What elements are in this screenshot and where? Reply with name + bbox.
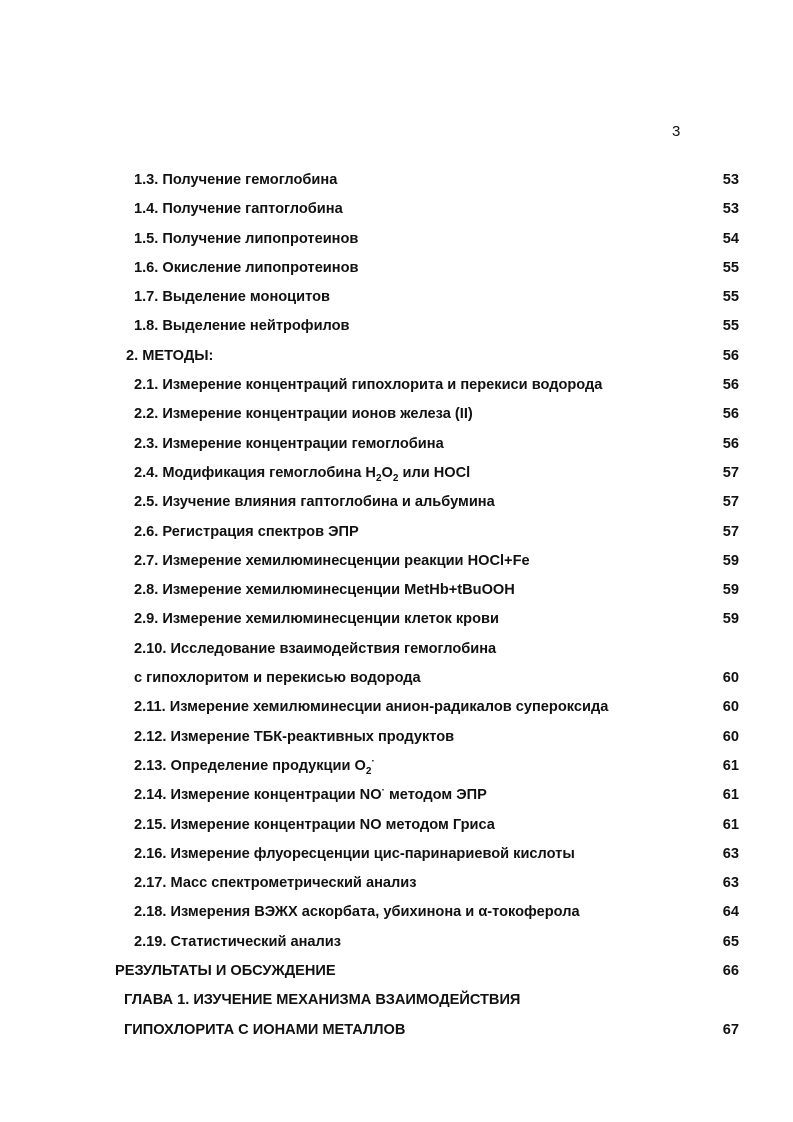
- toc-entry: [0, 752, 793, 781]
- toc-entry-title: 2.16. Измерение флуоресценции цис-паринариевой кислоты: [134, 845, 575, 862]
- toc-entry-page: 56: [722, 377, 739, 394]
- toc-entry: [0, 840, 793, 869]
- title-text: 2.14. Измерение концентрации NO: [134, 787, 382, 804]
- toc-entry: [0, 166, 793, 195]
- toc-entry-title: 1.4. Получение гаптоглобина: [134, 201, 343, 218]
- toc-entry-title: 2.12. Измерение ТБК-реактивных продуктов: [134, 728, 455, 745]
- toc-entry: [0, 869, 793, 898]
- toc-entry: [0, 312, 793, 341]
- toc-entry-title: 2.7. Измерение хемилюминесценции реакции HOCl+Fe: [134, 552, 530, 569]
- toc-entry-title: 2.6. Регистрация спектров ЭПР: [134, 523, 359, 540]
- toc-entry-title: 2.1. Измерение концентраций гипохлорита и перекиси водорода: [134, 377, 603, 394]
- toc-entry-page: 54: [722, 230, 739, 247]
- toc-entry-title: 2.9. Измерение хемилюминесценции клеток крови: [134, 611, 499, 628]
- toc-entry-page: 61: [722, 816, 739, 833]
- toc-entry-page: 57: [722, 494, 739, 511]
- toc-entry-title: 2.18. Измерения ВЭЖХ аскорбата, убихинона и α-токоферола: [134, 904, 580, 921]
- toc-entry-title: 2. МЕТОДЫ:: [126, 347, 214, 364]
- toc-entry: [0, 605, 793, 634]
- toc-section-heading: [0, 342, 793, 371]
- toc-entry-title: 2.15. Измерение концентрации NO методом Гриса: [134, 816, 495, 833]
- toc-entry-title: [134, 459, 470, 488]
- toc-entry-page: 56: [722, 406, 739, 423]
- toc-entry-page: 65: [722, 933, 739, 950]
- toc-entry: [0, 898, 793, 927]
- title-text: методом ЭПР: [384, 787, 487, 804]
- toc-entry: [0, 928, 793, 957]
- toc-entry-title: 2.2. Измерение концентрации ионов железа (II): [134, 406, 473, 423]
- toc-entry-page: 59: [722, 582, 739, 599]
- toc-entry: [0, 400, 793, 429]
- toc-entry: [0, 283, 793, 312]
- toc-entry-page: 57: [722, 523, 739, 540]
- toc-entry-page: 56: [722, 347, 739, 364]
- toc-entry: [0, 518, 793, 547]
- toc-entry: [0, 664, 793, 693]
- toc-entry-page: 63: [722, 845, 739, 862]
- toc-entry-title: ГЛАВА 1. ИЗУЧЕНИЕ МЕХАНИЗМА ВЗАИМОДЕЙСТВИЯ: [124, 992, 521, 1009]
- toc-entry-title: 1.3. Получение гемоглобина: [134, 172, 338, 188]
- toc-entry-title: 1.5. Получение липопротеинов: [134, 230, 359, 247]
- toc-entry-title: 2.11. Измерение хемилюминесции анион-радикалов супероксида: [134, 699, 609, 716]
- toc-entry-title: ГИПОХЛОРИТА С ИОНАМИ МЕТАЛЛОВ: [124, 1021, 406, 1038]
- toc-entry-title: с гипохлоритом и перекисью водорода: [134, 670, 421, 687]
- toc-entry: [0, 723, 793, 752]
- toc-entry-title: [134, 781, 487, 810]
- toc-entry-title: 1.8. Выделение нейтрофилов: [134, 318, 350, 335]
- page-number: 3: [672, 123, 681, 140]
- superscript: ·: [371, 756, 375, 768]
- toc-entry-page: 56: [722, 435, 739, 452]
- toc-entry-title: 2.8. Измерение хемилюминесценции MetHb+tBuOOH: [134, 582, 515, 599]
- toc-entry-title: 2.10. Исследование взаимодействия гемоглобина: [134, 640, 497, 657]
- subscript: 2: [365, 765, 372, 777]
- toc-entry-title: 2.19. Статистический анализ: [134, 933, 342, 950]
- toc-entry: [0, 459, 793, 488]
- toc-entry-page: 63: [722, 875, 739, 892]
- toc-entry: [0, 693, 793, 722]
- toc-entry-page: 66: [722, 963, 739, 980]
- toc-chapter-heading: [0, 986, 793, 1015]
- toc-entry-page: 59: [722, 611, 739, 628]
- toc-entry: [0, 195, 793, 224]
- toc-entry-page: 60: [722, 699, 739, 716]
- title-text: O: [381, 464, 393, 481]
- toc-entry-title: 2.3. Измерение концентрации гемоглобина: [134, 435, 444, 452]
- toc-entry-page: 64: [722, 904, 739, 921]
- toc-entry-title: РЕЗУЛЬТАТЫ И ОБСУЖДЕНИЕ: [115, 963, 336, 980]
- toc-entry-page: 67: [722, 1021, 739, 1038]
- toc-entry-page: 55: [722, 318, 739, 335]
- toc-entry: [0, 371, 793, 400]
- title-text: 2.13. Определение продукции O: [134, 757, 366, 774]
- toc-entry: [0, 225, 793, 254]
- toc-part-heading: [0, 957, 793, 986]
- toc-entry: [0, 811, 793, 840]
- toc-entry-page: 55: [722, 289, 739, 306]
- toc-entry: [0, 781, 793, 810]
- subscript: 2: [392, 472, 399, 484]
- superscript: ·: [381, 785, 385, 797]
- toc-entry-page: 55: [722, 259, 739, 276]
- toc-entry-title: [134, 752, 375, 781]
- toc-entry-page: 53: [722, 201, 739, 218]
- table-of-contents: [0, 166, 793, 1045]
- toc-entry: [0, 254, 793, 283]
- toc-entry-page: 61: [722, 757, 739, 774]
- toc-chapter-heading: [0, 1016, 793, 1045]
- toc-entry-title: 2.5. Изучение влияния гаптоглобина и альбумина: [134, 494, 495, 511]
- subscript: 2: [375, 472, 382, 484]
- toc-entry-title: 1.6. Окисление липопротеинов: [134, 259, 359, 276]
- toc-entry-page: 59: [722, 552, 739, 569]
- toc-entry: [0, 488, 793, 517]
- toc-entry-page: 60: [722, 670, 739, 687]
- toc-entry-title: 1.7. Выделение моноцитов: [134, 289, 330, 306]
- title-text: 2.4. Модификация гемоглобина H: [134, 464, 376, 481]
- title-text: или HOCl: [398, 464, 471, 481]
- toc-entry-page: 60: [722, 728, 739, 745]
- toc-entry: [0, 635, 793, 664]
- toc-entry: [0, 547, 793, 576]
- toc-entry-page: 61: [722, 787, 739, 804]
- toc-entry-page: 53: [722, 172, 739, 188]
- toc-entry: [0, 576, 793, 605]
- toc-entry-title: 2.17. Масс спектрометрический анализ: [134, 875, 417, 892]
- toc-entry: [0, 430, 793, 459]
- toc-entry-page: 57: [722, 464, 739, 481]
